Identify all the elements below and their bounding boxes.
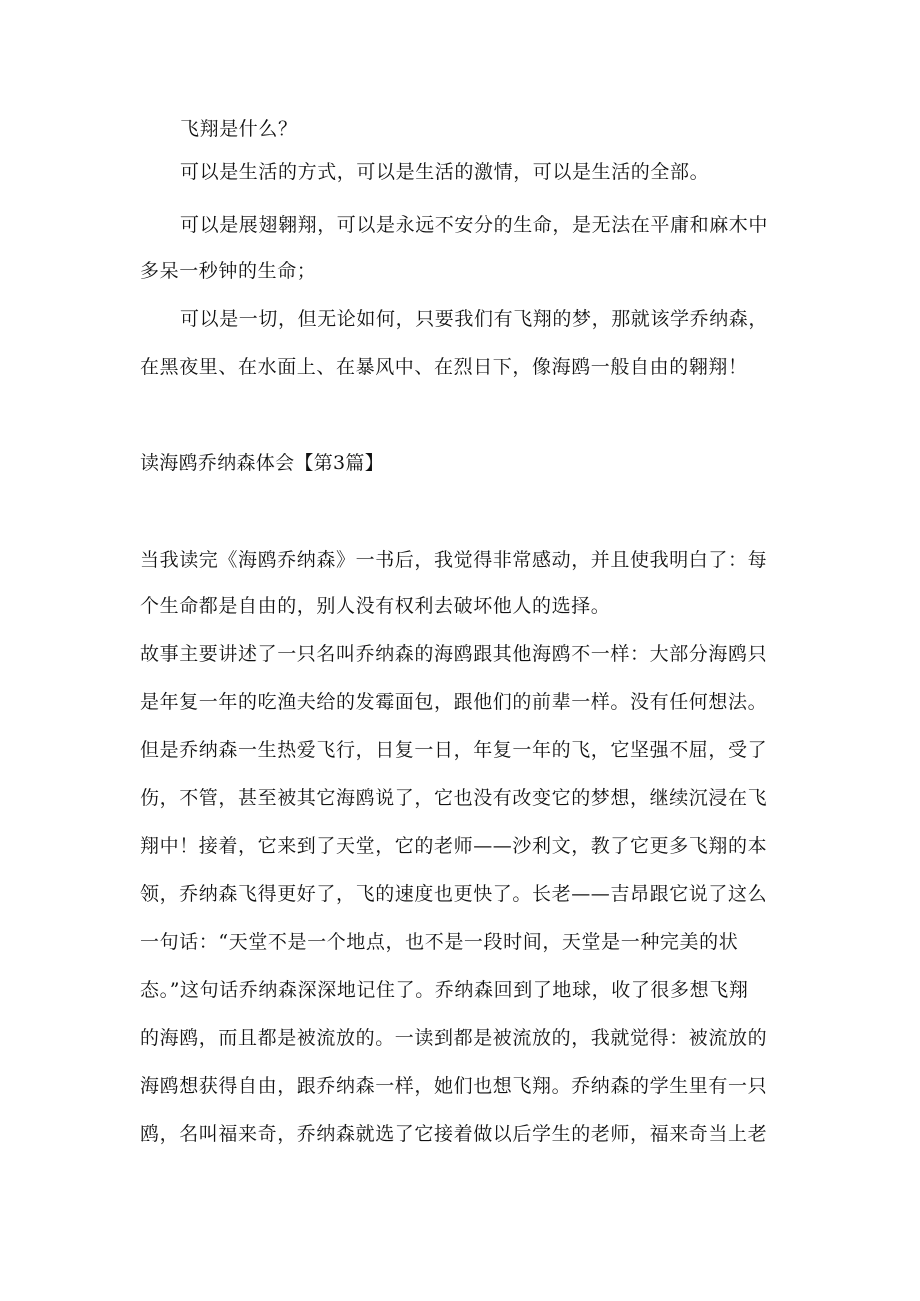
body-line-13: 鸥，名叫福来奇，乔纳森就选了它接着做以后学生的老师，福来奇当上老 <box>140 1123 768 1145</box>
paragraph-soaring-line-2: 多呆一秒钟的生命； <box>140 260 317 282</box>
body-line-4: 是年复一年的吃渔夫给的发霉面包，跟他们的前辈一样。没有任何想法。 <box>140 691 768 713</box>
paragraph-way-of-life: 可以是生活的方式，可以是生活的激情，可以是生活的全部。 <box>180 161 710 183</box>
body-line-12: 海鸥想获得自由，跟乔纳森一样，她们也想飞翔。乔纳森的学生里有一只 <box>140 1075 768 1097</box>
body-line-10: 态。”这句话乔纳森深深地记住了。乔纳森回到了地球，收了很多想飞翔 <box>140 979 749 1001</box>
paragraph-everything-line-1: 可以是一切，但无论如何，只要我们有飞翔的梦，那就该学乔纳森， <box>180 308 769 330</box>
body-line-1: 当我读完《海鸥乔纳森》一书后，我觉得非常感动，并且使我明白了：每 <box>140 549 768 571</box>
body-line-3: 故事主要讲述了一只名叫乔纳森的海鸥跟其他海鸥不一样：大部分海鸥只 <box>140 643 768 665</box>
section-heading: 读海鸥乔纳森体会【第3篇】 <box>140 452 384 474</box>
body-line-9: 一句话：“天堂不是一个地点，也不是一段时间，天堂是一种完美的状 <box>140 931 739 953</box>
body-line-6: 伤，不管，甚至被其它海鸥说了，它也没有改变它的梦想，继续沉浸在飞 <box>140 787 768 809</box>
body-line-7: 翔中！接着，它来到了天堂，它的老师——沙利文，教了它更多飞翔的本 <box>140 835 768 857</box>
body-line-8: 领，乔纳森飞得更好了，飞的速度也更快了。长老——吉昂跟它说了这么 <box>140 883 768 905</box>
body-line-2: 个生命都是自由的，别人没有权利去破坏他人的选择。 <box>140 595 611 617</box>
paragraph-soaring-line-1: 可以是展翅翱翔，可以是永远不安分的生命，是无法在平庸和麻木中 <box>180 214 769 236</box>
body-line-11: 的海鸥，而且都是被流放的。一读到都是被流放的，我就觉得：被流放的 <box>140 1027 768 1049</box>
body-line-5: 但是乔纳森一生热爱飞行，日复一日，年复一年的飞，它坚强不屈，受了 <box>140 739 768 761</box>
paragraph-question: 飞翔是什么？ <box>180 118 298 140</box>
paragraph-everything-line-2: 在黑夜里、在水面上、在暴风中、在烈日下，像海鸥一般自由的翱翔！ <box>140 356 748 378</box>
